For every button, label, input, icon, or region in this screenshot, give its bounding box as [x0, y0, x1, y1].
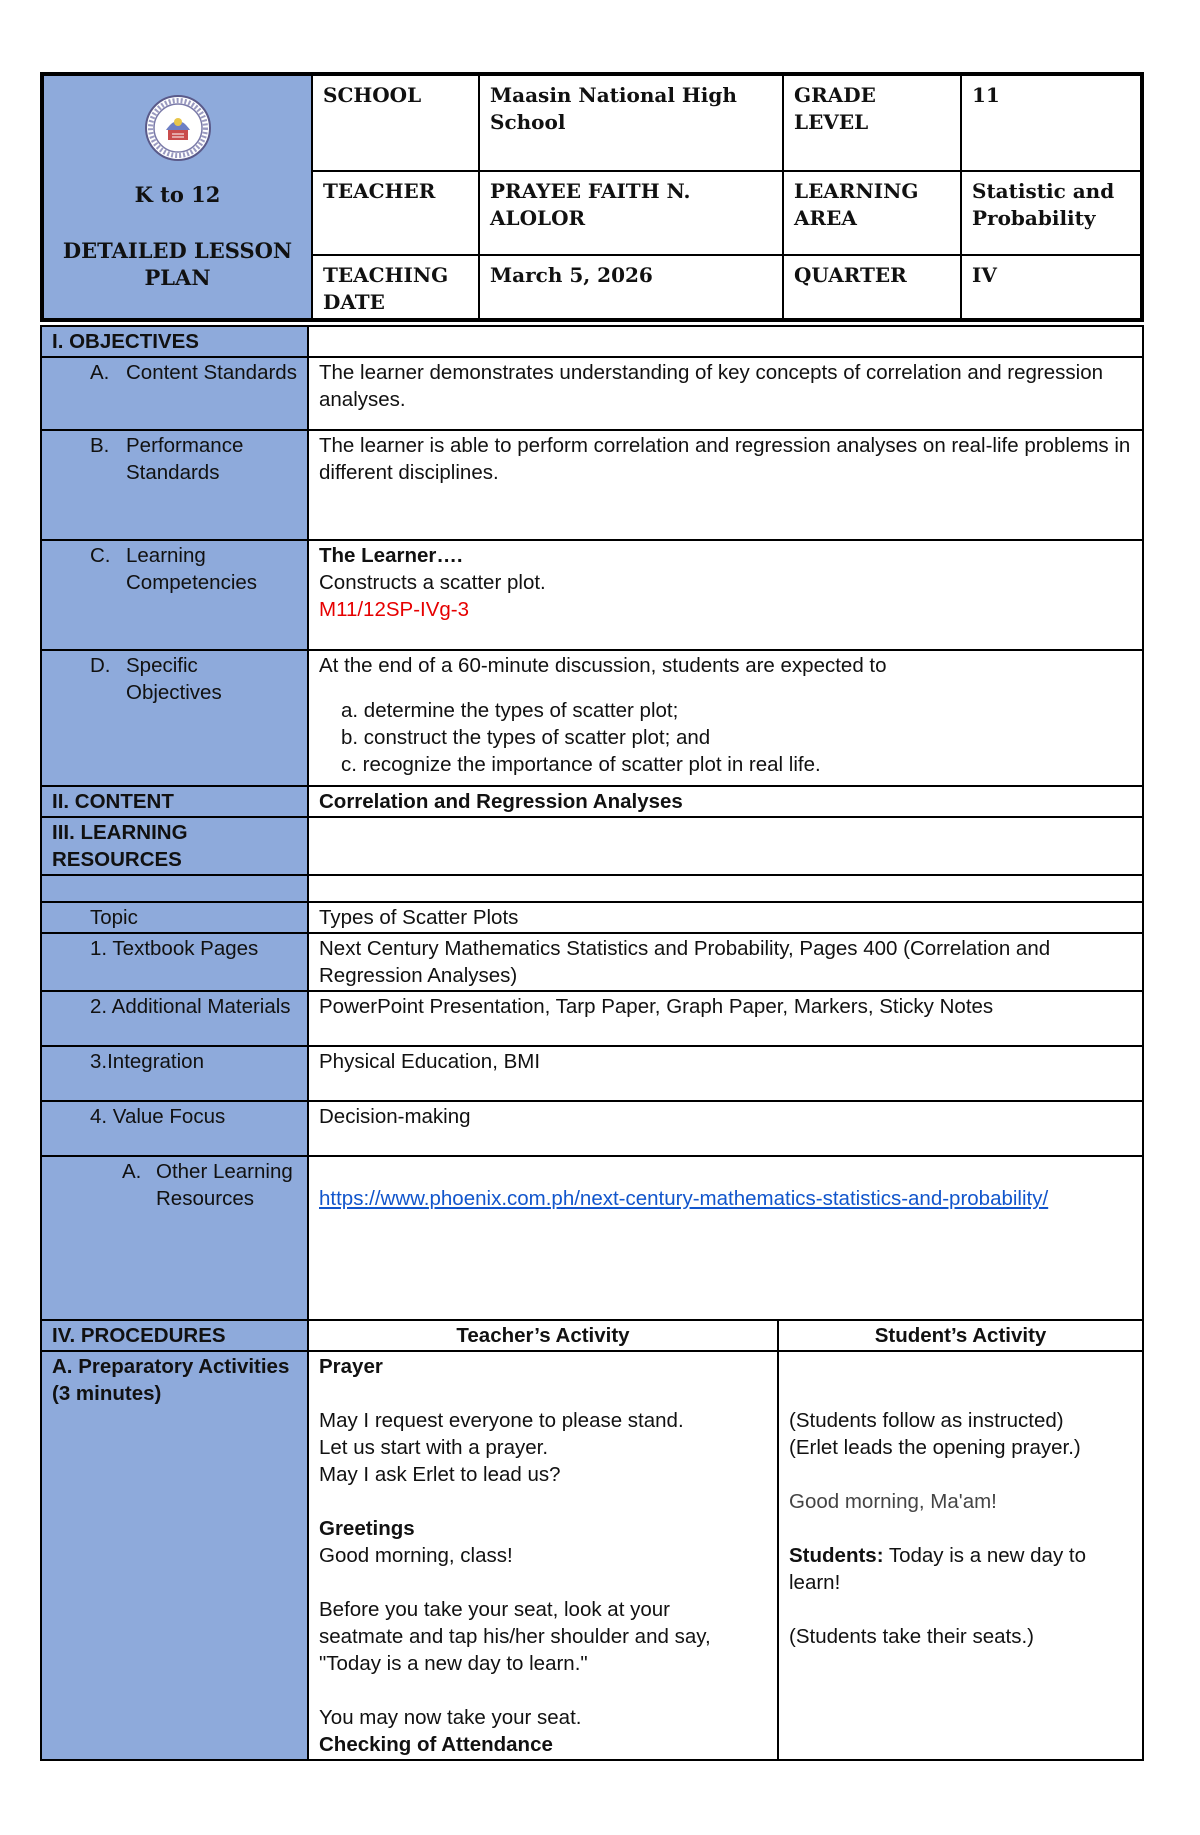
additional-materials-label: 2. Additional Materials [90, 995, 291, 1018]
deped-seal-icon [144, 94, 212, 162]
teacher-label: TEACHER [313, 172, 480, 256]
competency-text: Constructs a scatter plot. [319, 571, 546, 594]
topic-text: Types of Scatter Plots [308, 902, 1143, 933]
student-morning: Good morning, Ma'am! [789, 1490, 997, 1513]
performance-standards-text: The learner is able to perform correlation and regression analyses on real-life problems in different disciplines. [308, 430, 1143, 540]
greetings-title: Greetings [319, 1517, 415, 1540]
learning-area-label: LEARNING AREA [784, 172, 962, 256]
teacher-activity-cell [308, 1351, 778, 1760]
prayer-line-3: May I ask Erlet to lead us? [319, 1463, 561, 1486]
competency-code: M11/12SP-IVg-3 [319, 598, 470, 621]
learning-resources-heading: III. LEARNING RESOURCES [41, 817, 308, 875]
preparatory-activities-label: A. Preparatory Activities (3 minutes) [41, 1351, 308, 1760]
seat-instruction: Before you take your seat, look at your seatmate and tap his/her shoulder and say, "Today is a new day to learn." [319, 1598, 711, 1675]
school-label: SCHOOL [313, 76, 480, 172]
learning-competencies-row: C. Learning Competencies The Learner…. Constructs a scatter plot. M11/12SP-IVg-3 [41, 540, 1143, 650]
other-resources-label: Other Learning Resources [156, 1160, 293, 1210]
blank-row [41, 875, 1143, 902]
learning-resources-row [41, 817, 1143, 875]
header-block [40, 72, 1144, 322]
student-activity-header: Student’s Activity [778, 1320, 1143, 1351]
integration-text: Physical Education, BMI [308, 1046, 1143, 1101]
prayer-line-2: Let us start with a prayer. [319, 1436, 549, 1459]
lesson-plan-table [40, 325, 1144, 1761]
integration-label: 3.Integration [90, 1050, 204, 1073]
specific-objectives-intro: At the end of a 60-minute discussion, students are expected to [319, 654, 887, 677]
students-seats: (Students take their seats.) [789, 1625, 1034, 1648]
content-standards-text: The learner demonstrates understanding of key concepts of correlation and regression analyses. [308, 357, 1143, 430]
objectives-row [41, 326, 1143, 357]
document-title: DETAILED LESSON PLAN [62, 238, 293, 290]
performance-standards-row: B. Performance Standards The learner is able to perform correlation and regression analyses on real-life problems in different disciplines. [41, 430, 1143, 540]
teaching-date-label: TEACHING DATE [313, 256, 480, 322]
greetings-line: Good morning, class! [319, 1544, 513, 1567]
competency-intro: The Learner…. [319, 544, 463, 567]
teacher-value: PRAYEE FAITH N. ALOLOR [480, 172, 784, 256]
integration-row [41, 1046, 1143, 1101]
lesson-plan-page [40, 72, 1144, 1761]
learning-competencies-label: Learning Competencies [126, 544, 258, 594]
value-focus-label: 4. Value Focus [90, 1105, 226, 1128]
quarter-value: IV [972, 263, 997, 287]
learning-area-value: Statistic and Probability [962, 172, 1140, 256]
content-row [41, 786, 1143, 817]
textbook-row [41, 933, 1143, 991]
student-activity-cell [778, 1351, 1143, 1760]
preparatory-activities-row [41, 1351, 1143, 1760]
content-heading: II. CONTENT [41, 786, 308, 817]
value-focus-row [41, 1101, 1143, 1156]
objective-item-a: a. determine the types of scatter plot; [341, 699, 679, 722]
student-follow: (Students follow as instructed) [789, 1409, 1064, 1432]
grade-value: 11 [962, 76, 1140, 172]
topic-label: Topic [90, 906, 138, 929]
performance-standards-label: Performance Standards [126, 434, 244, 484]
seat-now: You may now take your seat. [319, 1706, 582, 1729]
procedures-heading: IV. PROCEDURES [41, 1320, 308, 1351]
header-info-grid [313, 76, 1140, 318]
teaching-date-value: March 5, 2026 [480, 256, 784, 322]
grade-label: GRADE LEVEL [784, 76, 962, 172]
teacher-activity-header: Teacher’s Activity [308, 1320, 778, 1351]
content-standards-row: A. Content Standards The learner demonstrates understanding of key concepts of correlation and regression analyses. [41, 357, 1143, 430]
other-resources-row: A. Other Learning Resources https://www.phoenix.com.ph/next-century-mathematics-statistics-and-probability/ [41, 1156, 1143, 1320]
additional-materials-row [41, 991, 1143, 1046]
textbook-label: 1. Textbook Pages [90, 937, 259, 960]
content-standards-label: Content Standards [126, 361, 297, 384]
student-lead: (Erlet leads the opening prayer.) [789, 1436, 1081, 1459]
k12-label: K to 12 [134, 182, 221, 207]
specific-objectives-row: D. Specific Objectives At the end of a 60-minute discussion, students are expected to a. determine the types of scatter plot; b. construct the types of scatter plot; and c. recognize the importance of scatter plot in real life. [41, 650, 1143, 786]
students-response: Students: Today is a new day to learn! [789, 1544, 1086, 1594]
additional-materials-text: PowerPoint Presentation, Tarp Paper, Graph Paper, Markers, Sticky Notes [308, 991, 1143, 1046]
objectives-heading: I. OBJECTIVES [41, 326, 308, 357]
procedures-header-row [41, 1320, 1143, 1351]
prayer-line-1: May I request everyone to please stand. [319, 1409, 684, 1432]
objective-item-c: c. recognize the importance of scatter plot in real life. [341, 753, 821, 776]
specific-objectives-label: Specific Objectives [126, 654, 222, 704]
objective-item-b: b. construct the types of scatter plot; and [341, 726, 711, 749]
content-text: Correlation and Regression Analyses [308, 786, 1143, 817]
topic-row [41, 902, 1143, 933]
other-resources-link[interactable]: https://www.phoenix.com.ph/next-century-mathematics-statistics-and-probability/ [319, 1187, 1049, 1210]
school-value: Maasin National High School [480, 76, 784, 172]
prayer-title: Prayer [319, 1355, 383, 1378]
attendance-title: Checking of Attendance [319, 1733, 553, 1756]
textbook-text: Next Century Mathematics Statistics and Probability, Pages 400 (Correlation and Regression Analyses) [308, 933, 1143, 991]
value-focus-text: Decision-making [308, 1101, 1143, 1156]
quarter-label: QUARTER [784, 256, 962, 322]
header-title-panel [44, 76, 313, 318]
